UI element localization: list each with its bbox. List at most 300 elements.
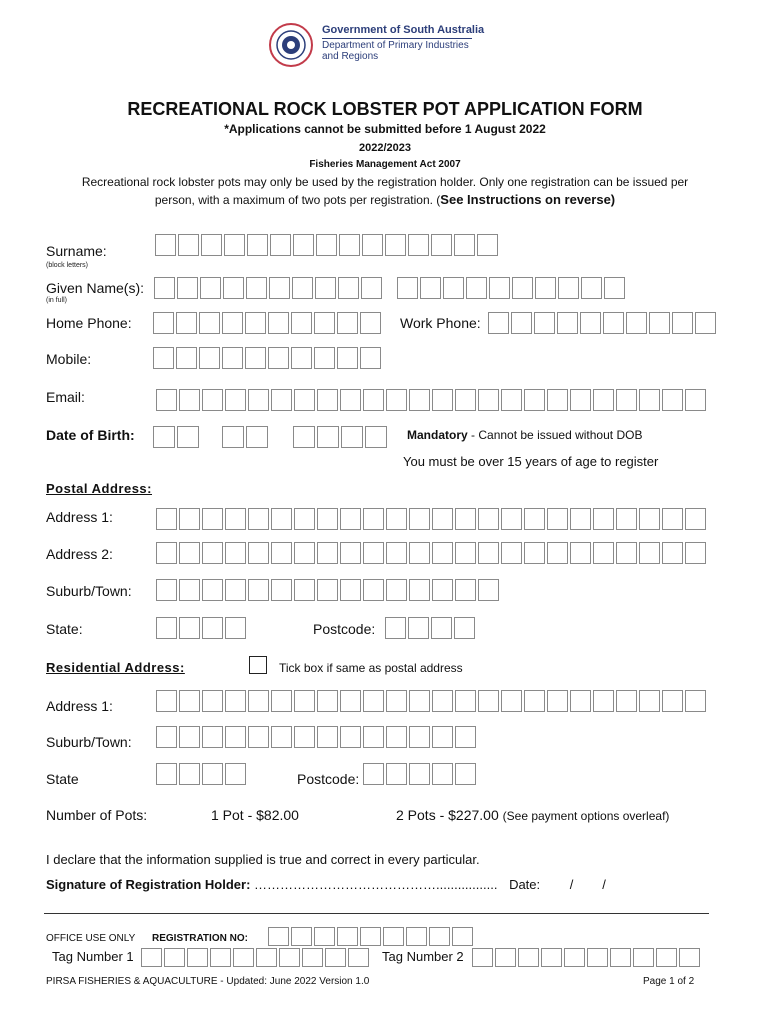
character-box[interactable] [246, 277, 267, 299]
character-box[interactable] [360, 347, 381, 369]
character-box[interactable] [294, 579, 315, 601]
character-box[interactable] [501, 389, 522, 411]
character-box[interactable] [501, 508, 522, 530]
character-box[interactable] [547, 508, 568, 530]
character-box[interactable] [340, 389, 361, 411]
character-box[interactable] [477, 234, 498, 256]
character-box[interactable] [604, 277, 625, 299]
character-box[interactable] [179, 542, 200, 564]
character-box[interactable] [153, 312, 174, 334]
character-box[interactable] [478, 690, 499, 712]
character-box[interactable] [570, 389, 591, 411]
character-box[interactable] [179, 617, 200, 639]
character-box[interactable] [360, 312, 381, 334]
character-box[interactable] [386, 763, 407, 785]
character-box[interactable] [587, 948, 608, 967]
same-as-postal-checkbox[interactable] [249, 656, 267, 674]
character-box[interactable] [420, 277, 441, 299]
character-box[interactable] [409, 579, 430, 601]
declaration-text: I declare that the information supplied is true and correct in every particular. [46, 852, 480, 867]
character-box[interactable] [291, 347, 312, 369]
character-box[interactable] [293, 234, 314, 256]
character-box[interactable] [302, 948, 323, 967]
character-box[interactable] [488, 312, 509, 334]
character-box[interactable] [386, 508, 407, 530]
residential-postcode-input[interactable] [363, 763, 476, 785]
surname-label: Surname: [46, 243, 107, 259]
character-box[interactable] [455, 508, 476, 530]
surname-input[interactable] [155, 234, 498, 256]
character-box[interactable] [340, 508, 361, 530]
registration-no-input[interactable] [268, 927, 473, 946]
tag1-label: Tag Number 1 [52, 949, 134, 964]
character-box[interactable] [245, 312, 266, 334]
character-box[interactable] [248, 508, 269, 530]
character-box[interactable] [271, 508, 292, 530]
character-box[interactable] [610, 948, 631, 967]
character-box[interactable] [524, 542, 545, 564]
character-box[interactable] [225, 726, 246, 748]
character-box[interactable] [156, 508, 177, 530]
character-box[interactable] [452, 927, 473, 946]
character-box[interactable] [248, 389, 269, 411]
character-box[interactable] [156, 690, 177, 712]
mobile-input[interactable] [153, 347, 381, 369]
character-box[interactable] [386, 389, 407, 411]
payment-note: (See payment options overleaf) [502, 809, 670, 823]
character-box[interactable] [339, 234, 360, 256]
character-box[interactable] [222, 347, 243, 369]
character-box[interactable] [202, 542, 223, 564]
character-box[interactable] [199, 347, 220, 369]
character-box[interactable] [495, 948, 516, 967]
character-box[interactable] [616, 389, 637, 411]
character-box[interactable] [279, 948, 300, 967]
postal-suburb-label: Suburb/Town: [46, 583, 132, 599]
signature-field[interactable]: ……………………………………................. [254, 877, 498, 892]
character-box[interactable] [524, 508, 545, 530]
character-box[interactable] [337, 927, 358, 946]
character-box[interactable] [593, 542, 614, 564]
character-box[interactable] [547, 389, 568, 411]
character-box[interactable] [557, 312, 578, 334]
character-box[interactable] [409, 763, 430, 785]
character-box[interactable] [337, 347, 358, 369]
character-box[interactable] [340, 542, 361, 564]
character-box[interactable] [176, 347, 197, 369]
character-box[interactable] [454, 617, 475, 639]
dob-year-input[interactable] [293, 426, 387, 448]
character-box[interactable] [200, 277, 221, 299]
character-box[interactable] [478, 579, 499, 601]
character-box[interactable] [593, 508, 614, 530]
character-box[interactable] [201, 234, 222, 256]
character-box[interactable] [317, 726, 338, 748]
character-box[interactable] [616, 542, 637, 564]
character-box[interactable] [570, 508, 591, 530]
character-box[interactable] [271, 690, 292, 712]
character-box[interactable] [581, 277, 602, 299]
character-box[interactable] [179, 579, 200, 601]
character-box[interactable] [248, 542, 269, 564]
character-box[interactable] [672, 312, 693, 334]
character-box[interactable] [363, 508, 384, 530]
character-box[interactable] [176, 312, 197, 334]
character-box[interactable] [294, 726, 315, 748]
character-box[interactable] [363, 389, 384, 411]
work-phone-label: Work Phone: [400, 315, 481, 331]
character-box[interactable] [178, 234, 199, 256]
character-box[interactable] [524, 389, 545, 411]
given-names-label: Given Name(s): [46, 280, 145, 296]
character-box[interactable] [535, 277, 556, 299]
character-box[interactable] [256, 948, 277, 967]
character-box[interactable] [685, 389, 706, 411]
character-box[interactable] [317, 508, 338, 530]
character-box[interactable] [153, 426, 175, 448]
character-box[interactable] [314, 347, 335, 369]
residential-address1-input[interactable] [156, 690, 706, 712]
character-box[interactable] [317, 542, 338, 564]
character-box[interactable] [246, 426, 268, 448]
character-box[interactable] [363, 542, 384, 564]
intro-line-1: Recreational rock lobster pots may only be used by the registration holder. Only one registration can be issued per [81, 175, 689, 189]
work-phone-input[interactable] [488, 312, 716, 334]
character-box[interactable] [268, 312, 289, 334]
email-label: Email: [46, 389, 85, 405]
character-box[interactable] [409, 542, 430, 564]
date-field[interactable]: / / [569, 877, 606, 892]
character-box[interactable] [316, 234, 337, 256]
character-box[interactable] [386, 579, 407, 601]
character-box[interactable] [179, 763, 200, 785]
character-box[interactable] [570, 542, 591, 564]
residential-suburb-label: Suburb/Town: [46, 734, 132, 750]
character-box[interactable] [199, 312, 220, 334]
character-box[interactable] [363, 690, 384, 712]
character-box[interactable] [222, 426, 244, 448]
dob-label: Date of Birth: [46, 427, 135, 443]
character-box[interactable] [164, 948, 185, 967]
character-box[interactable] [455, 542, 476, 564]
character-box[interactable] [179, 508, 200, 530]
character-box[interactable] [156, 726, 177, 748]
tag2-input[interactable] [472, 948, 700, 967]
character-box[interactable] [348, 948, 369, 967]
character-box[interactable] [248, 579, 269, 601]
character-box[interactable] [386, 690, 407, 712]
character-box[interactable] [455, 690, 476, 712]
character-box[interactable] [409, 690, 430, 712]
character-box[interactable] [360, 927, 381, 946]
postal-address2-label: Address 2: [46, 546, 113, 562]
character-box[interactable] [518, 948, 539, 967]
character-box[interactable] [455, 579, 476, 601]
character-box[interactable] [269, 277, 290, 299]
character-box[interactable] [564, 948, 585, 967]
character-box[interactable] [478, 389, 499, 411]
character-box[interactable] [179, 389, 200, 411]
postal-address1-label: Address 1: [46, 509, 113, 525]
character-box[interactable] [362, 234, 383, 256]
character-box[interactable] [397, 277, 418, 299]
character-box[interactable] [245, 347, 266, 369]
character-box[interactable] [695, 312, 716, 334]
character-box[interactable] [156, 579, 177, 601]
email-input[interactable] [156, 389, 706, 411]
character-box[interactable] [156, 542, 177, 564]
character-box[interactable] [386, 542, 407, 564]
character-box[interactable] [202, 617, 223, 639]
character-box[interactable] [432, 508, 453, 530]
character-box[interactable] [156, 763, 177, 785]
instructions-reference: See Instructions on reverse) [440, 192, 616, 207]
registration-no-label: REGISTRATION NO: [152, 933, 248, 944]
character-box[interactable] [639, 389, 660, 411]
character-box[interactable] [291, 312, 312, 334]
character-box[interactable] [639, 542, 660, 564]
character-box[interactable] [649, 312, 670, 334]
character-box[interactable] [177, 277, 198, 299]
character-box[interactable] [534, 312, 555, 334]
character-box[interactable] [432, 726, 453, 748]
character-box[interactable] [408, 617, 429, 639]
dob-month-input[interactable] [222, 426, 268, 448]
tag1-input[interactable] [141, 948, 369, 967]
act-reference: Fisheries Management Act 2007 [309, 159, 461, 170]
character-box[interactable] [202, 763, 223, 785]
character-box[interactable] [340, 579, 361, 601]
character-box[interactable] [179, 726, 200, 748]
character-box[interactable] [225, 542, 246, 564]
residential-state-label: State [46, 771, 79, 787]
character-box[interactable] [317, 690, 338, 712]
home-phone-label: Home Phone: [46, 315, 132, 331]
character-box[interactable] [443, 277, 464, 299]
character-box[interactable] [294, 389, 315, 411]
character-box[interactable] [685, 542, 706, 564]
character-box[interactable] [685, 508, 706, 530]
character-box[interactable] [478, 508, 499, 530]
character-box[interactable] [662, 508, 683, 530]
postal-postcode-input[interactable] [385, 617, 475, 639]
postal-address2-input[interactable] [156, 542, 706, 564]
character-box[interactable] [501, 690, 522, 712]
character-box[interactable] [153, 347, 174, 369]
character-box[interactable] [478, 542, 499, 564]
character-box[interactable] [432, 763, 453, 785]
character-box[interactable] [271, 726, 292, 748]
character-box[interactable] [455, 763, 476, 785]
header-divider [322, 38, 472, 39]
character-box[interactable] [409, 508, 430, 530]
character-box[interactable] [386, 726, 407, 748]
character-box[interactable] [248, 690, 269, 712]
character-box[interactable] [361, 277, 382, 299]
home-phone-input[interactable] [153, 312, 381, 334]
character-box[interactable] [225, 763, 246, 785]
character-box[interactable] [317, 389, 338, 411]
character-box[interactable] [271, 579, 292, 601]
postal-state-input[interactable] [156, 617, 246, 639]
character-box[interactable] [429, 927, 450, 946]
season: 2022/2023 [359, 142, 411, 154]
residential-suburb-input[interactable] [156, 726, 476, 748]
character-box[interactable] [225, 508, 246, 530]
character-box[interactable] [547, 542, 568, 564]
character-box[interactable] [156, 617, 177, 639]
character-box[interactable] [431, 234, 452, 256]
age-note: You must be over 15 years of age to register [403, 454, 659, 469]
dob-mandatory-word: Mandatory [407, 428, 468, 442]
character-box[interactable] [363, 726, 384, 748]
character-box[interactable] [593, 389, 614, 411]
character-box[interactable] [222, 312, 243, 334]
character-box[interactable] [156, 389, 177, 411]
one-pot-option: 1 Pot - $82.00 [211, 807, 299, 823]
character-box[interactable] [202, 690, 223, 712]
character-box[interactable] [541, 948, 562, 967]
character-box[interactable] [224, 234, 245, 256]
postal-suburb-input[interactable] [156, 579, 499, 601]
character-box[interactable] [558, 277, 579, 299]
character-box[interactable] [455, 389, 476, 411]
character-box[interactable] [633, 948, 654, 967]
character-box[interactable] [406, 927, 427, 946]
character-box[interactable] [580, 312, 601, 334]
office-divider [44, 913, 709, 914]
character-box[interactable] [454, 234, 475, 256]
character-box[interactable] [317, 426, 339, 448]
given-names-input-2[interactable] [397, 277, 625, 299]
character-box[interactable] [363, 579, 384, 601]
character-box[interactable] [314, 927, 335, 946]
character-box[interactable] [432, 690, 453, 712]
character-box[interactable] [409, 389, 430, 411]
character-box[interactable] [247, 234, 268, 256]
character-box[interactable] [225, 617, 246, 639]
postal-address1-input[interactable] [156, 508, 706, 530]
dept-line-2: and Regions [322, 51, 379, 62]
character-box[interactable] [385, 234, 406, 256]
character-box[interactable] [223, 277, 244, 299]
dob-day-input[interactable] [153, 426, 199, 448]
character-box[interactable] [408, 234, 429, 256]
character-box[interactable] [603, 312, 624, 334]
character-box[interactable] [141, 948, 162, 967]
character-box[interactable] [409, 726, 430, 748]
character-box[interactable] [455, 726, 476, 748]
character-box[interactable] [679, 948, 700, 967]
character-box[interactable] [489, 277, 510, 299]
character-box[interactable] [432, 542, 453, 564]
character-box[interactable] [432, 389, 453, 411]
character-box[interactable] [662, 389, 683, 411]
character-box[interactable] [294, 508, 315, 530]
character-box[interactable] [202, 579, 223, 601]
character-box[interactable] [662, 690, 683, 712]
character-box[interactable] [292, 277, 313, 299]
character-box[interactable] [383, 927, 404, 946]
character-box[interactable] [225, 389, 246, 411]
character-box[interactable] [268, 347, 289, 369]
character-box[interactable] [271, 542, 292, 564]
character-box[interactable] [317, 579, 338, 601]
character-box[interactable] [294, 690, 315, 712]
character-box[interactable] [337, 312, 358, 334]
character-box[interactable] [268, 927, 289, 946]
character-box[interactable] [179, 690, 200, 712]
character-box[interactable] [154, 277, 175, 299]
two-pots-option [396, 807, 669, 823]
footer-version: PIRSA FISHERIES & AQUACULTURE - Updated: June 2022 Version 1.0 [46, 976, 370, 987]
character-box[interactable] [616, 690, 637, 712]
character-box[interactable] [431, 617, 452, 639]
character-box[interactable] [155, 234, 176, 256]
character-box[interactable] [512, 277, 533, 299]
character-box[interactable] [547, 690, 568, 712]
character-box[interactable] [202, 508, 223, 530]
character-box[interactable] [177, 426, 199, 448]
character-box[interactable] [685, 690, 706, 712]
character-box[interactable] [225, 579, 246, 601]
character-box[interactable] [187, 948, 208, 967]
character-box[interactable] [314, 312, 335, 334]
character-box[interactable] [466, 277, 487, 299]
character-box[interactable] [340, 726, 361, 748]
character-box[interactable] [233, 948, 254, 967]
character-box[interactable] [315, 277, 336, 299]
character-box[interactable] [626, 312, 647, 334]
character-box[interactable] [338, 277, 359, 299]
character-box[interactable] [293, 426, 315, 448]
character-box[interactable] [616, 508, 637, 530]
intro-line-2-text: person, with a maximum of two pots per registration. ( [154, 193, 441, 207]
page-number: Page 1 of 2 [643, 976, 695, 987]
character-box[interactable] [210, 948, 231, 967]
character-box[interactable] [385, 617, 406, 639]
character-box[interactable] [639, 508, 660, 530]
character-box[interactable] [341, 426, 363, 448]
character-box[interactable] [639, 690, 660, 712]
character-box[interactable] [363, 763, 384, 785]
residential-state-input[interactable] [156, 763, 246, 785]
character-box[interactable] [365, 426, 387, 448]
character-box[interactable] [271, 389, 292, 411]
character-box[interactable] [270, 234, 291, 256]
character-box[interactable] [225, 690, 246, 712]
character-box[interactable] [501, 542, 522, 564]
given-names-input[interactable] [154, 277, 382, 299]
character-box[interactable] [325, 948, 346, 967]
character-box[interactable] [472, 948, 493, 967]
character-box[interactable] [662, 542, 683, 564]
character-box[interactable] [570, 690, 591, 712]
character-box[interactable] [524, 690, 545, 712]
character-box[interactable] [656, 948, 677, 967]
residential-address1-label: Address 1: [46, 698, 113, 714]
two-pots-text: 2 Pots - $227.00 [396, 807, 499, 823]
character-box[interactable] [202, 389, 223, 411]
character-box[interactable] [432, 579, 453, 601]
character-box[interactable] [291, 927, 312, 946]
character-box[interactable] [593, 690, 614, 712]
character-box[interactable] [340, 690, 361, 712]
character-box[interactable] [202, 726, 223, 748]
character-box[interactable] [248, 726, 269, 748]
character-box[interactable] [511, 312, 532, 334]
character-box[interactable] [294, 542, 315, 564]
